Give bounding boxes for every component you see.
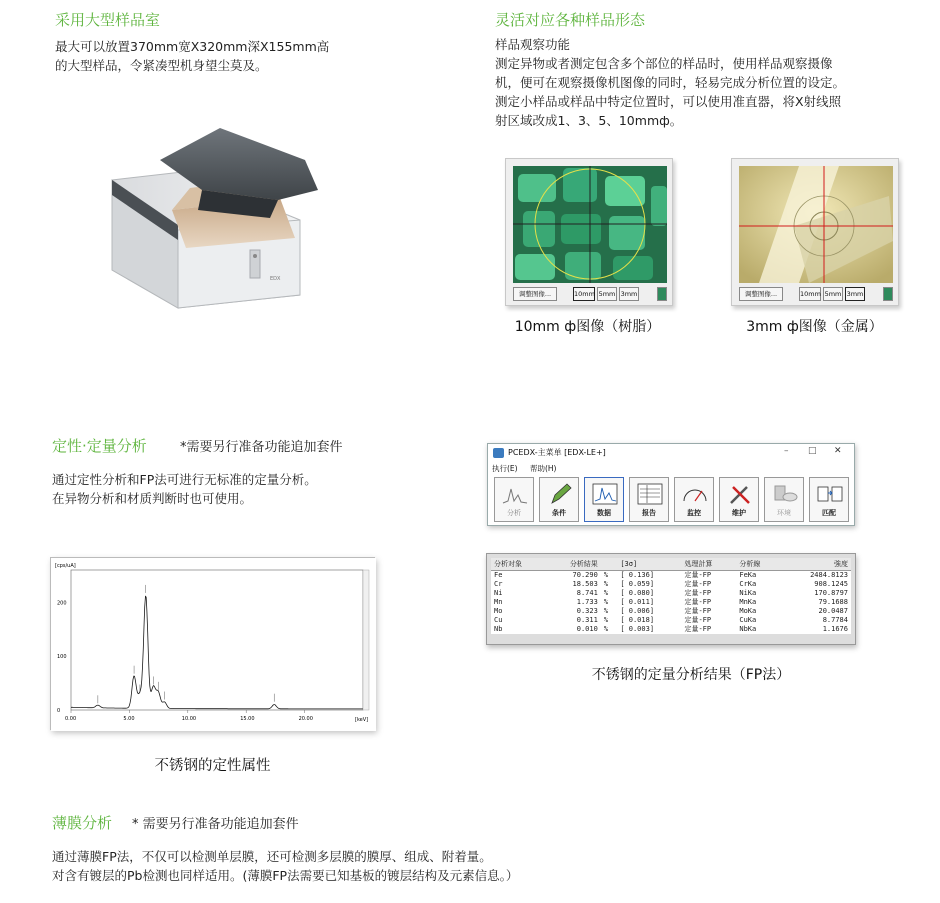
tool-matching[interactable] — [809, 477, 849, 522]
table-cell: 79.1688 — [818, 598, 848, 606]
table-cell: Mn — [494, 598, 503, 606]
table-cell: 定量-FP — [684, 625, 712, 633]
table-cell: Fe — [494, 571, 503, 579]
table-cell: [ 0.080] — [620, 589, 655, 597]
metal-camera-toolbar — [737, 287, 895, 303]
qualitative-line-1: 通过定性分析和FP法可进行无标准的定量分析。 — [52, 472, 317, 487]
tool-conditions[interactable] — [539, 477, 579, 522]
tool-label: 环境 — [777, 509, 791, 517]
qualitative-line-2: 在异物分析和材质判断时也可使用。 — [52, 491, 253, 506]
tool-maintenance[interactable] — [719, 477, 759, 522]
table-cell: % — [603, 580, 609, 588]
sample-forms-line-1: 样品观察功能 — [495, 37, 571, 52]
close-button[interactable]: ✕ — [834, 446, 842, 456]
table-cell: % — [603, 625, 609, 633]
table-cell: [ 0.018] — [620, 616, 655, 624]
menu-help[interactable]: 帮助(H) — [529, 464, 557, 473]
resin-camera-image — [513, 166, 667, 283]
sample-forms-line-2: 测定异物或者测定包含多个部位的样品时，使用样品观察摄像 — [495, 56, 833, 71]
tool-environment[interactable] — [764, 477, 804, 522]
header-sigma: [3σ] — [617, 558, 681, 571]
thin-film-body — [52, 847, 912, 885]
results-caption: 不锈钢的定量分析结果（FP法） — [591, 667, 791, 683]
spectrum-caption: 不锈钢的定性属性 — [154, 758, 271, 774]
table-cell: FeKa — [739, 571, 757, 579]
svg-text:EDX: EDX — [270, 276, 281, 282]
tools-icon — [727, 481, 753, 507]
y-tick-label: 100 — [57, 654, 67, 661]
table-cell: 1.1676 — [822, 625, 848, 633]
large-chamber-title: 采用大型样品室 — [55, 11, 161, 29]
table-row — [491, 580, 851, 589]
table-cell: 2484.8123 — [810, 571, 848, 579]
sample-forms-line-3: 机，便可在观察摄像机图像的同时，轻易完成分析位置的设定。 — [495, 75, 846, 90]
thin-film-line-2: 对含有镀层的Pb检测也同样适用。(薄膜FP法需要已知基板的镀层结构及元素信息。） — [52, 868, 519, 883]
metal-image-caption: 3mm ф图像（金属） — [746, 319, 883, 335]
table-cell: [ 0.003] — [620, 625, 655, 633]
table-cell: Ni — [494, 589, 503, 597]
table-cell: 70.290 — [572, 571, 598, 579]
large-chamber-body — [55, 37, 385, 75]
quantitative-results-panel — [486, 553, 856, 645]
spectrum-chart — [50, 557, 375, 730]
size-5mm-button[interactable]: 5mm — [597, 287, 617, 301]
results-header-row — [491, 558, 851, 571]
sample-forms-line-4: 测定小样品或样品中特定位置时，可以使用准直器，将X射线照 — [495, 94, 842, 109]
table-cell: 定量-FP — [684, 607, 712, 615]
table-cell: MnKa — [739, 598, 757, 606]
table-cell: [ 0.059] — [620, 580, 655, 588]
app-icon — [493, 448, 504, 458]
table-cell: 定量-FP — [684, 616, 712, 624]
results-table — [491, 558, 851, 634]
scrollbar[interactable] — [363, 570, 369, 710]
report-icon — [637, 481, 663, 507]
adjust-image-button[interactable]: 调整图像... — [513, 287, 557, 301]
header-target: 分析对象 — [491, 558, 546, 571]
large-chamber-line-2: 的大型样品，令紧凑型机身望尘莫及。 — [55, 58, 268, 73]
table-cell: NiKa — [739, 589, 757, 597]
tool-label: 维护 — [732, 509, 746, 517]
camera-icon[interactable] — [883, 287, 893, 301]
tool-report[interactable] — [629, 477, 669, 522]
minimize-button[interactable]: – — [784, 446, 789, 456]
table-cell: 定量-FP — [684, 571, 712, 579]
x-tick-label: 0.00 — [65, 716, 77, 722]
x-tick-label: 10.00 — [181, 716, 197, 722]
y-tick-label: 200 — [57, 600, 67, 607]
table-cell: Cr — [494, 580, 503, 588]
table-cell: % — [603, 598, 609, 606]
metal-camera-window — [731, 158, 899, 306]
tool-label: 报告 — [642, 509, 656, 517]
size-10mm-button[interactable]: 10mm — [573, 287, 595, 301]
tool-monitor[interactable] — [674, 477, 714, 522]
table-cell: Mo — [494, 607, 503, 615]
table-cell: 18.503 — [572, 580, 598, 588]
table-cell: [ 0.136] — [620, 571, 655, 579]
table-cell: CrKa — [739, 580, 757, 588]
table-cell: 0.010 — [576, 625, 598, 633]
matching-icon — [817, 481, 843, 507]
table-row — [491, 571, 851, 581]
tool-analysis[interactable] — [494, 477, 534, 522]
resin-image-caption: 10mm ф图像（树脂） — [514, 319, 661, 335]
pencil-icon — [547, 481, 573, 507]
thin-film-note: * 需要另行准备功能追加套件 — [132, 817, 299, 832]
table-cell: 908.1245 — [814, 580, 848, 588]
thin-film-line-1: 通过薄膜FP法，不仅可以检测单层膜，还可检测多层膜的膜厚、组成、附着量。 — [52, 849, 492, 864]
y-tick-label: 0 — [57, 708, 61, 714]
table-cell: % — [603, 616, 609, 624]
table-row — [491, 607, 851, 616]
table-cell: Cu — [494, 616, 503, 624]
size-3mm-button[interactable]: 3mm — [619, 287, 639, 301]
table-cell: Nb — [494, 625, 503, 633]
table-cell: CuKa — [739, 616, 757, 624]
sample-forms-title: 灵活对应各种样品形态 — [495, 11, 646, 29]
window-title: PCEDX-主菜单 [EDX-LE+] — [508, 448, 606, 457]
x-tick-label: 5.00 — [123, 716, 135, 722]
pcedx-main-menu-window — [487, 443, 855, 526]
table-cell: % — [603, 607, 609, 615]
resin-camera-toolbar — [511, 287, 669, 303]
header-line: 分析線 — [736, 558, 780, 571]
tool-label: 条件 — [552, 509, 566, 517]
table-row — [491, 598, 851, 607]
large-chamber-line-1: 最大可以放置370mm宽X320mm深X155mm高 — [55, 39, 330, 54]
header-unit — [601, 558, 618, 571]
table-cell: % — [603, 589, 609, 597]
camera-icon[interactable] — [657, 287, 667, 301]
x-tick-label: 15.00 — [240, 716, 255, 722]
table-row — [491, 589, 851, 598]
size-10mm-button[interactable]: 10mm — [799, 287, 821, 301]
menu-execute[interactable]: 执行(E) — [492, 464, 518, 473]
header-calc: 処理計算 — [681, 558, 736, 571]
table-cell: [ 0.006] — [620, 607, 655, 615]
table-cell: 定量-FP — [684, 580, 712, 588]
adjust-image-button[interactable]: 调整图像... — [739, 287, 783, 301]
qualitative-note: *需要另行准备功能追加套件 — [180, 440, 343, 455]
tool-label: 分析 — [507, 509, 521, 517]
environment-icon — [772, 481, 798, 507]
table-cell: NbKa — [739, 625, 757, 633]
tool-label: 匹配 — [822, 509, 836, 517]
maximize-button[interactable]: □ — [808, 446, 817, 456]
table-cell: 0.323 — [576, 607, 598, 615]
table-cell: 8.7784 — [822, 616, 848, 624]
thin-film-title: 薄膜分析 — [52, 814, 113, 832]
table-cell: 1.733 — [576, 598, 598, 606]
qualitative-body — [52, 470, 412, 508]
table-cell: % — [603, 571, 609, 579]
table-cell: [ 0.011] — [620, 598, 655, 606]
sample-forms-line-5: 射区域改成1、3、5、10mmф。 — [495, 113, 683, 128]
header-result: 分析結果 — [546, 558, 601, 571]
table-cell: 20.0487 — [818, 607, 848, 615]
table-cell: 定量-FP — [684, 589, 712, 597]
table-cell: 0.311 — [576, 616, 598, 624]
x-tick-label: 20.00 — [298, 716, 313, 722]
menu-bar — [492, 463, 566, 474]
tool-data[interactable] — [584, 477, 624, 522]
y-unit-label: [cps/uA] — [55, 563, 76, 569]
metal-camera-image — [739, 166, 893, 283]
table-cell: 8.741 — [576, 589, 598, 597]
size-5mm-button[interactable]: 5mm — [823, 287, 843, 301]
tool-label: 监控 — [687, 509, 701, 517]
gauge-icon — [682, 481, 708, 507]
table-row — [491, 625, 851, 634]
qualitative-title: 定性·定量分析 — [52, 437, 147, 455]
resin-camera-window — [505, 158, 673, 306]
table-row — [491, 616, 851, 625]
data-chart-icon — [592, 481, 618, 507]
table-cell: MoKa — [739, 607, 757, 615]
table-cell: 定量-FP — [684, 598, 712, 606]
table-cell: 170.8797 — [814, 589, 848, 597]
edx-instrument-image — [100, 120, 330, 315]
tool-label: 数据 — [597, 509, 611, 517]
header-intensity: 強度 — [780, 558, 851, 571]
size-3mm-button[interactable]: 3mm — [845, 287, 865, 301]
x-unit-label: [keV] — [355, 717, 369, 723]
spectrum-icon — [502, 481, 528, 507]
sample-forms-body — [495, 35, 925, 130]
